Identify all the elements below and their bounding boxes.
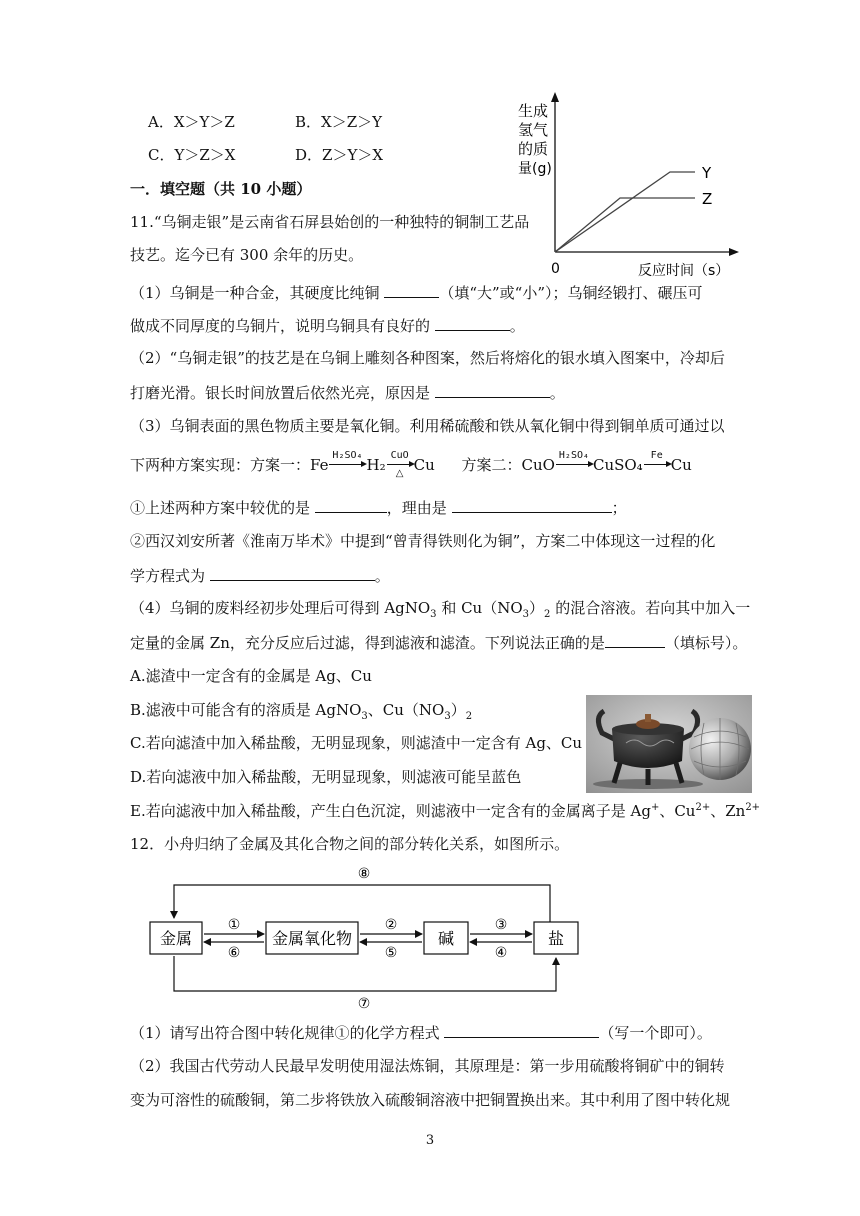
label-1: ①: [227, 917, 241, 933]
label-5: ⑤: [384, 945, 398, 961]
answer-blank[interactable]: [435, 315, 510, 331]
page-number: 3: [425, 1133, 435, 1148]
answer-blank[interactable]: [315, 497, 387, 513]
section-title: 一．填空题（共 10 小题）: [130, 180, 312, 198]
node-metal-oxide-label: 金属氧化物: [271, 929, 353, 948]
graph-origin: 0: [551, 261, 560, 277]
graph-xlabel: 反应时间（s）: [638, 263, 730, 279]
q11-intro-1: 11.“乌铜走银”是云南省石屏县始创的一种独特的铜制工艺品: [130, 213, 530, 231]
option-b: B．X＞Z＞Y: [295, 113, 383, 131]
q11-option-d: D.若向滤液中加入稀盐酸，无明显现象，则滤液可能呈蓝色: [130, 768, 522, 786]
series-y-line: [555, 172, 695, 252]
series-z-label: Z: [702, 190, 713, 208]
q11-option-e: E.若向滤液中加入稀盐酸，产生白色沉淀，则滤液中一定含有的金属离子是 Ag+、$Cu^{2+}$、$Zn^{2+}$: [130, 802, 761, 820]
q11-part2-line2: 打磨光滑。银长时间放置后依然光亮，原因是 。: [130, 384, 565, 402]
node-metal-label: 金属: [159, 929, 193, 948]
reaction-arrow: CuO △: [387, 453, 413, 473]
black-copper-artifact-photo: [586, 695, 752, 793]
reaction-arrow: Fe: [644, 453, 670, 473]
answer-blank[interactable]: [444, 1022, 599, 1038]
conversion-diagram: [140, 860, 590, 1010]
answer-blank[interactable]: [384, 282, 439, 298]
graph-ylabel-2: 氢气: [518, 121, 549, 139]
q11-part1-line1: （1）乌铜是一种合金，其硬度比纯铜 （填“大”或“小”）；乌铜经锻打、碾压可: [130, 284, 703, 302]
node-base-label: 碱: [437, 929, 455, 948]
q11-part3-line1: （3）乌铜表面的黑色物质主要是氧化铜。利用稀硫酸和铁从氧化铜中得到铜单质可通过以: [130, 417, 725, 435]
graph-ylabel-3: 的质: [518, 140, 549, 158]
q11-intro-2: 技艺。迄今已有 300 余年的历史。: [130, 246, 364, 264]
q11-part4-line2: 定量的金属 Zn，充分反应后过滤，得到滤液和滤渣。下列说法正确的是 （填标号）。: [130, 634, 748, 652]
option-d: D．Z＞Y＞X: [295, 146, 384, 164]
answer-blank[interactable]: [210, 565, 375, 581]
q12-part2-line2: 变为可溶性的硫酸铜，第二步将铁放入硫酸铜溶液中把铜置换出来。其中利用了图中转化规: [130, 1091, 731, 1109]
hydrogen-mass-graph: [510, 92, 740, 282]
label-4: ④: [494, 945, 508, 961]
label-3: ③: [494, 917, 508, 933]
q11-option-a: A.滤渣中一定含有的金属是 Ag、Cu: [130, 667, 372, 685]
label-7: ⑦: [357, 996, 371, 1010]
q11-part4-line1: （4）乌铜的废料经初步处理后可得到 AgNO$_3$ 和 $Cu(NO_3)_2$ 的混合溶液。若向其中加入一: [130, 599, 751, 620]
graph-ylabel-1: 生成: [518, 102, 549, 120]
label-2: ②: [384, 917, 398, 933]
series-z-line: [555, 198, 695, 252]
answer-blank[interactable]: [605, 632, 665, 648]
q12-part2-line1: （2）我国古代劳动人民最早发明使用湿法炼铜，其原理是：第一步用硫酸将铜矿中的铜转: [130, 1057, 725, 1075]
label-6: ⑥: [227, 945, 241, 961]
q11-part1-line2: 做成不同厚度的乌铜片，说明乌铜具有良好的 。: [130, 317, 525, 335]
option-c: C．Y＞Z＞X: [148, 146, 236, 164]
q12-part1: （1）请写出符合图中转化规律①的化学方程式 （写一个即可）。: [130, 1024, 712, 1042]
reaction-arrow: H₂SO₄: [329, 453, 365, 473]
q11-part3-schemes: 下两种方案实现：方案一：Fe H₂SO₄ H₂ CuO △ Cu 方案二：CuO H₂SO₄ CuSO₄ Fe Cu: [130, 450, 692, 479]
option-a: A．X＞Y＞Z: [148, 113, 235, 131]
q11-part3-q2-line1: ②西汉刘安所著《淮南万毕术》中提到“曾青得铁则化为铜”，方案二中体现这一过程的化: [130, 532, 716, 550]
path-7: [174, 956, 556, 991]
reaction-arrow: H₂SO₄: [556, 453, 592, 473]
q12-intro: 12．小舟归纳了金属及其化合物之间的部分转化关系，如图所示。: [130, 835, 570, 853]
q11-option-b: B.滤液中可能含有的溶质是 AgNO$_3$、$Cu(NO_3)_2$: [130, 701, 473, 722]
q11-option-c: C.若向滤渣中加入稀盐酸，无明显现象，则滤渣中一定含有 Ag、Cu: [130, 734, 583, 752]
answer-blank[interactable]: [452, 497, 612, 513]
graph-ylabel-4: 量(g): [518, 161, 552, 177]
q11-part3-q1: ①上述两种方案中较优的是 ，理由是 ；: [130, 499, 627, 517]
node-salt-label: 盐: [547, 929, 565, 948]
series-y-label: Y: [702, 164, 712, 182]
label-8: ⑧: [357, 866, 371, 882]
q11-part2-line1: （2）“乌铜走银”的技艺是在乌铜上雕刻各种图案，然后将熔化的银水填入图案中，冷却后: [130, 349, 725, 367]
q11-part3-q2-line2: 学方程式为 。: [130, 567, 390, 585]
answer-blank[interactable]: [435, 382, 550, 398]
